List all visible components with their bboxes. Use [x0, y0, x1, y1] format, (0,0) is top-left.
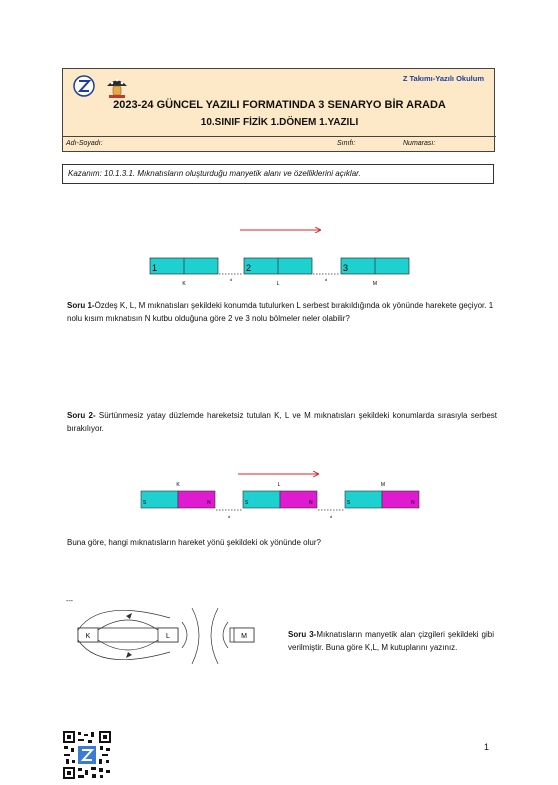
- pole-label-m: M: [241, 633, 247, 640]
- question-1: [67, 299, 497, 325]
- figure-3-field-lines: [70, 600, 270, 672]
- question-2-title: Soru 2-: [67, 411, 96, 420]
- pole-label-l: L: [166, 633, 170, 640]
- page-number: 1: [484, 742, 490, 752]
- gap-label-d: d: [229, 277, 233, 282]
- magnet-m: [345, 491, 419, 508]
- pole-n: N: [309, 500, 313, 506]
- field-line-l-right: [182, 622, 187, 648]
- magnet-l: [244, 258, 312, 274]
- section-number-3: 3: [343, 263, 349, 273]
- field-line-m-left: [223, 622, 228, 648]
- section-number-2: 2: [246, 263, 252, 273]
- question-2-prompt: Buna göre, hangi mıknatısların hareket yönü şekildeki ok yönünde olur?: [67, 538, 321, 547]
- pole-n: N: [207, 500, 211, 506]
- field-line-m-outer: [211, 608, 218, 664]
- magnet-label-l: L: [276, 281, 280, 287]
- number-label: Numarası:: [403, 140, 436, 147]
- exam-title: 2023-24 GÜNCEL YAZILI FORMATINDA 3 SENARYO BİR ARADA: [113, 99, 446, 111]
- qr-code-icon: [62, 730, 112, 780]
- mushroom-logo-icon: [105, 75, 129, 99]
- question-1-title: Soru 1-: [67, 301, 95, 310]
- learning-outcome-box: Kazanım: 10.1.3.1. Mıknatısların oluşturduğu manyetik alanı ve özelliklerini açıklar.: [62, 164, 494, 184]
- student-info-row: [63, 136, 496, 152]
- arrowhead: [126, 652, 132, 658]
- gap-label-d: d: [329, 514, 333, 519]
- figure-2-magnets: [138, 470, 423, 526]
- field-line-l-outer: [192, 608, 199, 664]
- magnet-label-k: K: [176, 482, 180, 488]
- exam-header: [62, 68, 495, 152]
- question-3-title: Soru 3-: [288, 630, 317, 639]
- question-3-marker: ---: [66, 598, 73, 605]
- pole-s: S: [245, 500, 249, 506]
- question-3-text: Mıknatısların manyetik alan çizgileri şekildeki gibi verilmiştir. Buna göre K,L, M kutuplarını yazınız.: [288, 630, 494, 652]
- question-2: [67, 409, 497, 435]
- arrowhead: [126, 613, 132, 619]
- magnet-label-k: K: [182, 281, 186, 287]
- figure-1-magnets: [140, 222, 420, 292]
- name-label: Adı-Soyadı:: [66, 140, 103, 147]
- magnet-label-m: M: [380, 482, 386, 488]
- gap-label-d: d: [324, 277, 328, 282]
- pole-s: S: [143, 500, 147, 506]
- magnet-m: [341, 258, 409, 274]
- pole-label-k: K: [85, 633, 91, 640]
- question-1-text: Özdeş K, L, M mıknatısları şekildeki konumda tutulurken L serbest bırakıldığında ok yönünde harekete geçiyor. 1 nolu kısım mıknatısın N kutbu olduğuna göre 2 ve 3 nolu bölmeler neler olabilir?: [67, 301, 494, 323]
- magnet-k: [150, 258, 218, 274]
- pole-s: S: [347, 500, 351, 506]
- exam-subtitle: 10.SINIF FİZİK 1.DÖNEM 1.YAZILI: [200, 117, 359, 128]
- section-number-1: 1: [152, 263, 158, 273]
- magnet-label-l: L: [277, 482, 281, 488]
- z-logo-icon: [73, 75, 95, 97]
- magnet-l: [243, 491, 317, 508]
- class-label: Sınıfı:: [337, 140, 356, 147]
- question-2-text: Sürtünmesiz yatay düzlemde hareketsiz tutulan K, L ve M mıknatısları şekildeki konumlarda sırasıyla serbest bırakılıyor.: [67, 411, 498, 433]
- school-name: Z Takımı-Yazılı Okulum: [402, 74, 484, 83]
- magnet-label-m: M: [372, 281, 378, 287]
- magnet-k: [141, 491, 215, 508]
- gap-label-d: d: [227, 514, 231, 519]
- pole-n: N: [411, 500, 415, 506]
- question-3: [288, 628, 494, 654]
